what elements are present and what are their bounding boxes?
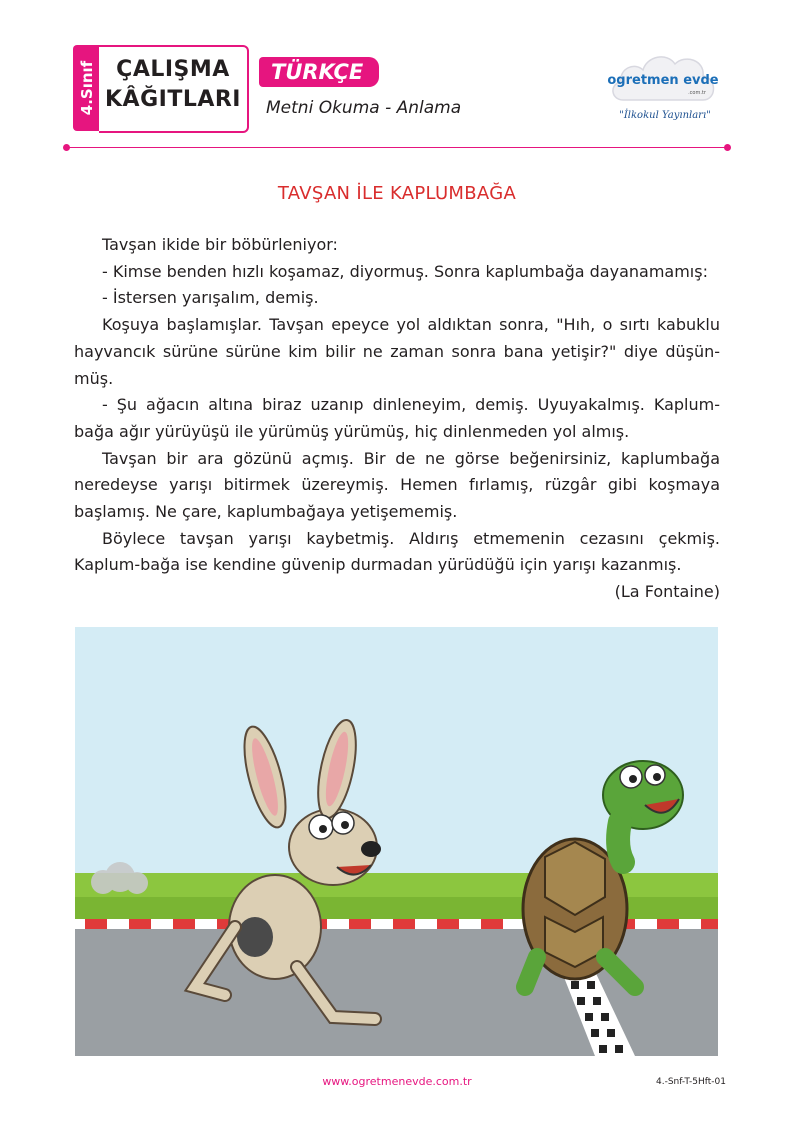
publisher-logo: [605, 38, 725, 134]
story-text: [74, 232, 720, 606]
race-illustration: [75, 627, 718, 1056]
footer-code: 4.-Snf-T-5Hft-01: [655, 1077, 726, 1087]
story-paragraph: Tavşan bir ara gözünü açmış. Bir de ne görse beğenirsiniz, kaplumbağa neredeyse yarışı bitirmek üzereymiş. Hemen fırlamış, rüzgâr gibi koşmaya başlamış. Ne çare, kaplumbağaya yetişememiş.: [74, 448, 720, 522]
story-paragraph: Tavşan ikide bir böbürleniyor:: [102, 235, 338, 254]
worksheet-title-line1: ÇALIŞMA: [116, 57, 230, 82]
grade-label: 4.Sınıf: [77, 60, 96, 116]
footer-website: www.ogretmenevde.com.tr: [322, 1075, 472, 1088]
worksheet-title-box: [99, 45, 249, 133]
story-paragraph: - İstersen yarışalım, demiş.: [102, 288, 319, 308]
logo-domain: .com.tr: [688, 90, 706, 96]
grade-tab: [73, 45, 100, 131]
header-divider: [66, 147, 727, 148]
subject-badge: TÜRKÇE: [259, 57, 379, 87]
story-title: TAVŞAN İLE KAPLUMBAĞA: [277, 183, 517, 204]
logo-text: ogretmen evde: [607, 73, 719, 88]
story-author: (La Fontaine): [614, 582, 720, 602]
topic-label: Metni Okuma - Anlama: [266, 98, 462, 118]
logo-slogan: "İlkokul Yayınları": [619, 110, 711, 121]
story-paragraph: Koşuya başlamışlar. Tavşan epeyce yol aldıktan sonra, "Hıh, o sırtı kabuklu hayvancık sürüne sürüne kim bilir ne zaman sonra bana yetişir?" diye düşün-müş.: [74, 315, 720, 388]
story-paragraph: - Kimse benden hızlı koşamaz, diyormuş. Sonra kaplumbağa dayanamamış:: [102, 261, 708, 281]
worksheet-title-line2: KÂĞITLARI: [105, 87, 241, 112]
story-paragraph: Böylece tavşan yarışı kaybetmiş. Aldırış etmemenin cezasını çekmiş. Kaplum-bağa ise kendine güvenip durmadan yürüdüğü için yarışı kazanmış.: [74, 528, 720, 575]
divider-dot-left: [63, 144, 70, 151]
divider-dot-right: [724, 144, 731, 151]
story-paragraph: - Şu ağacın altına biraz uzanıp dinleneyim, demiş. Uyuyakalmış. Kaplum-bağa ağır yürüyüşü ile yürümüş yürümüş, hiç dinlenmeden yol almış.: [74, 395, 720, 441]
